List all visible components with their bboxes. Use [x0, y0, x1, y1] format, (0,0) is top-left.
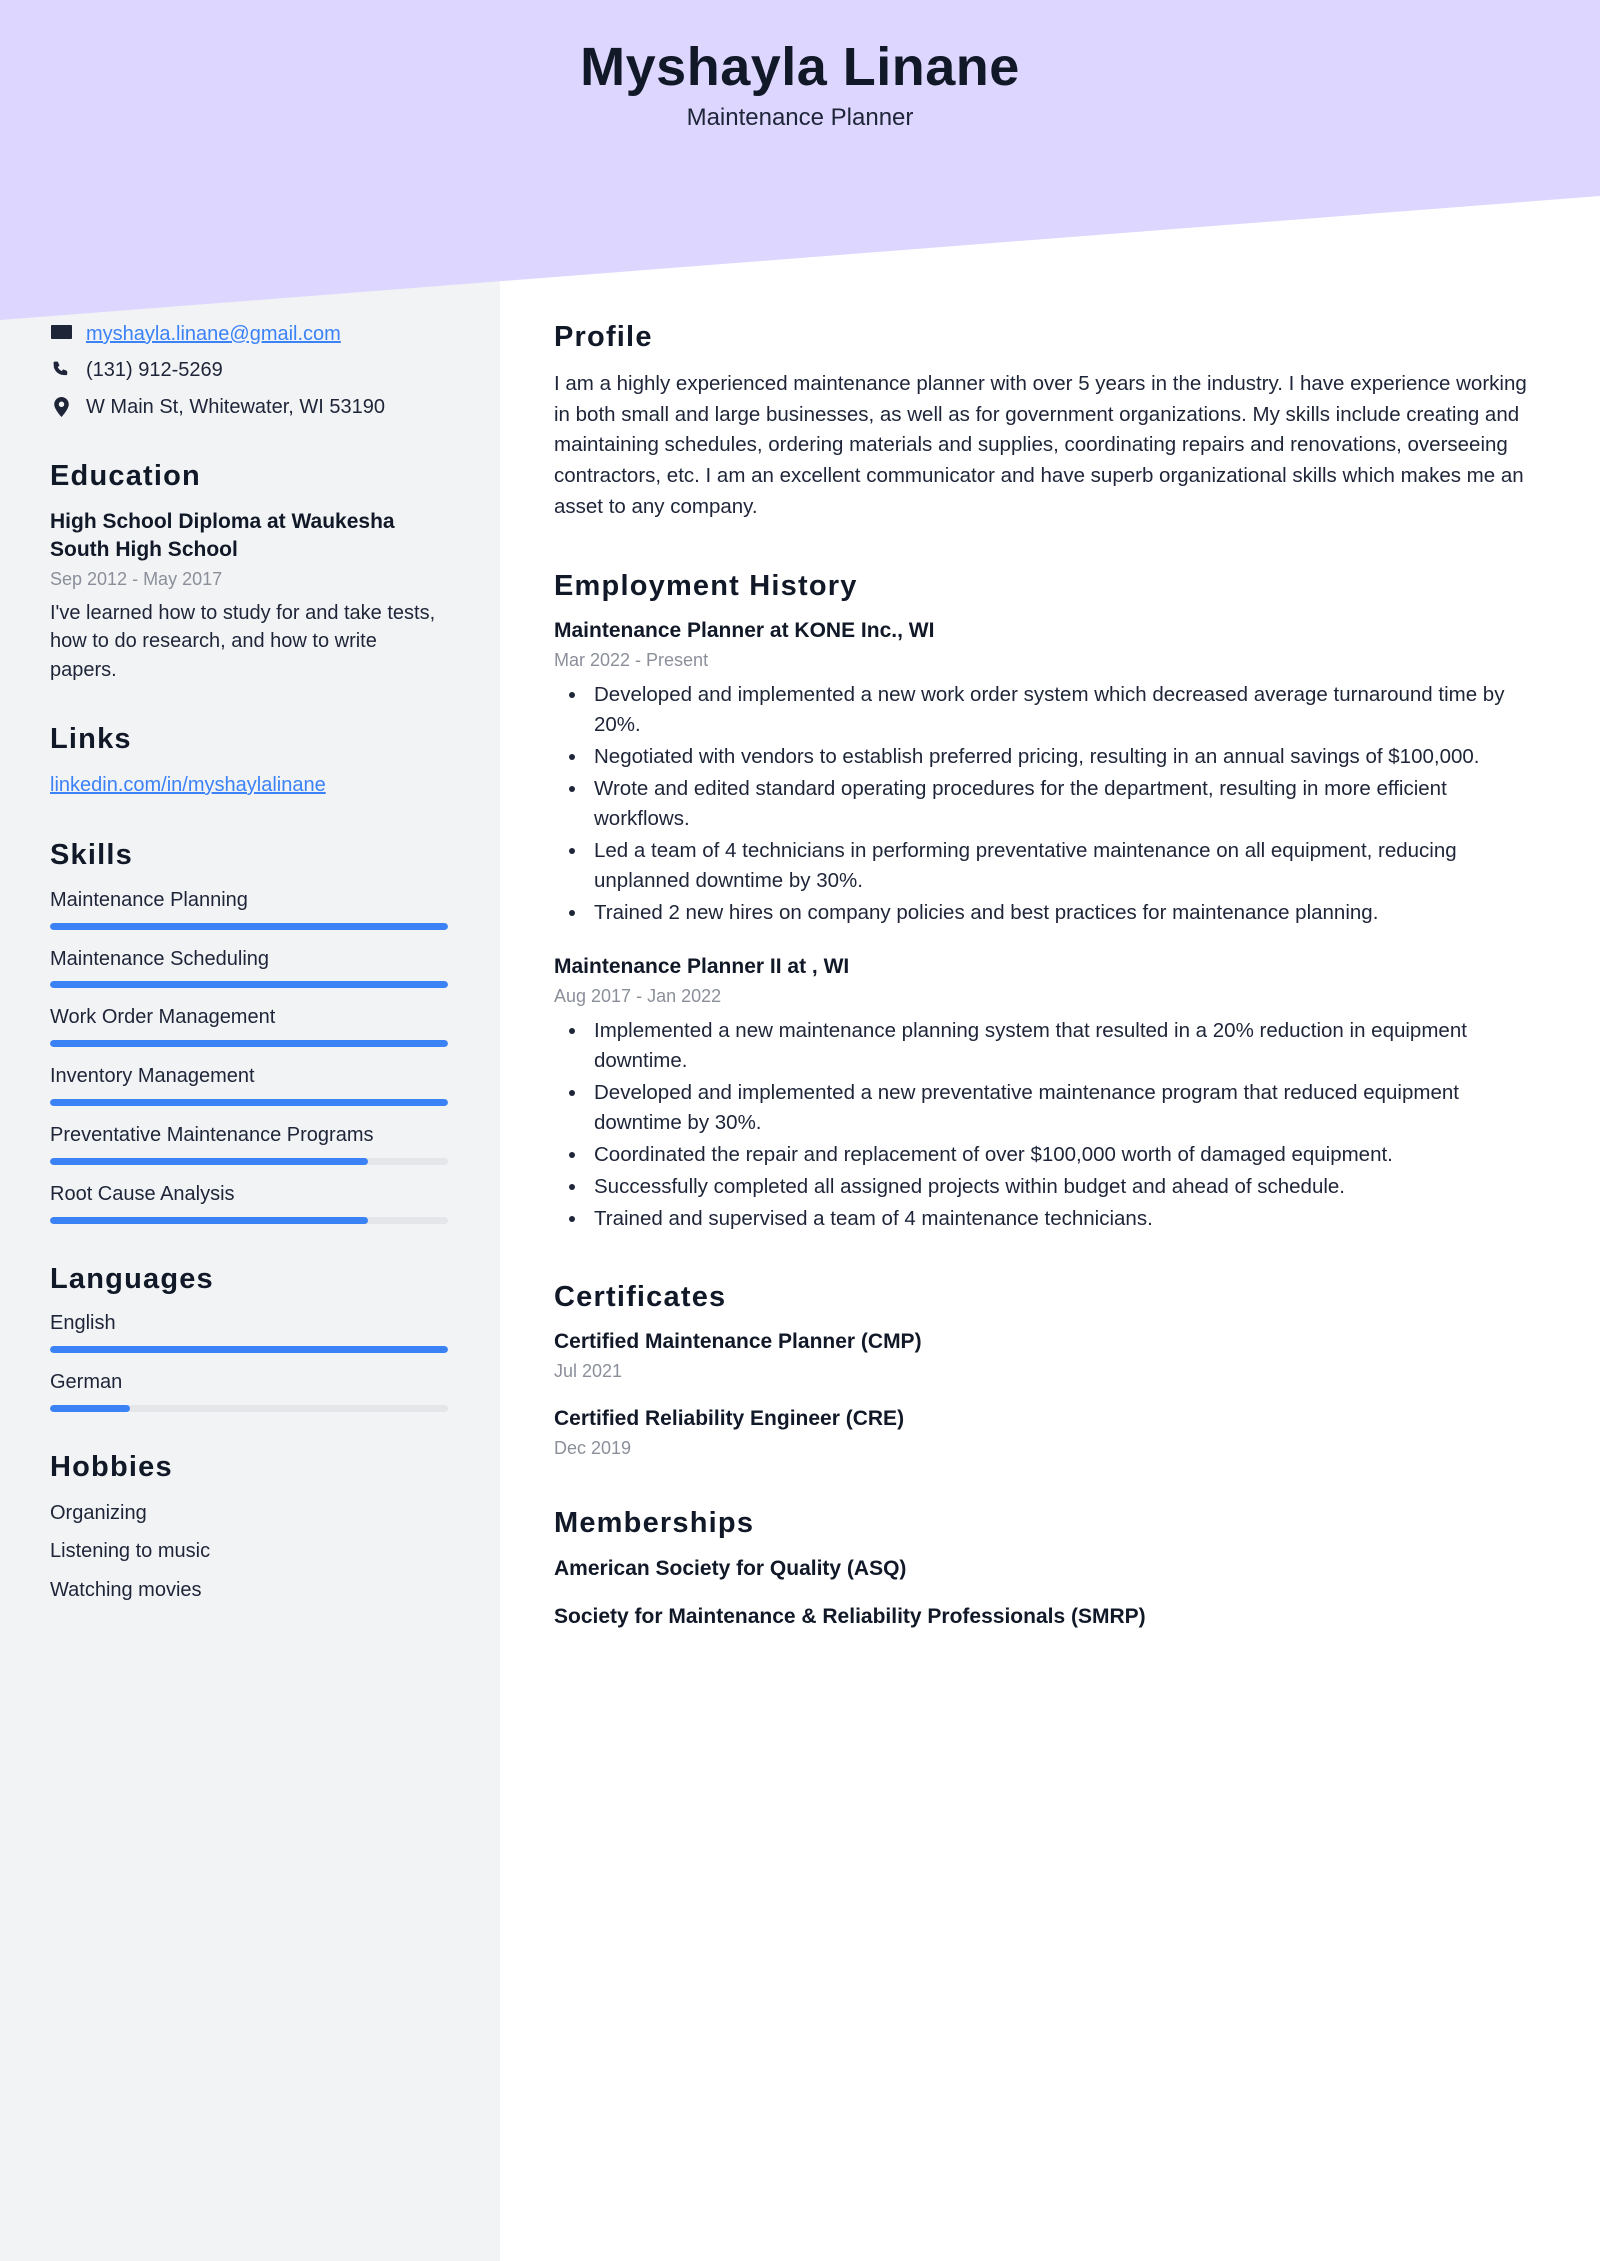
certificates-section — [554, 1280, 1538, 1460]
skill-label: Maintenance Planning — [50, 888, 248, 911]
education-section — [50, 459, 448, 684]
employment-bullet-list — [554, 1016, 1538, 1233]
links-title: Links — [50, 723, 132, 756]
skill-bar-fill — [50, 1217, 368, 1224]
employment-bullet: • Developed and implemented a new preventative maintenance program that reduced equipment downtime by 30%. — [588, 1078, 1538, 1138]
skill — [50, 1181, 448, 1224]
skill-bar-fill — [50, 981, 448, 988]
education-entries — [50, 508, 448, 684]
education-title: Education — [50, 460, 201, 493]
hobby-item: Watching movies — [50, 1578, 202, 1601]
skill-label: Inventory Management — [50, 1065, 255, 1088]
link-list-item — [50, 771, 448, 800]
languages-section — [50, 1262, 448, 1412]
skill — [50, 1122, 448, 1165]
language-label: English — [50, 1312, 116, 1335]
language-bar-track — [50, 1405, 448, 1412]
membership-title: American Society for Quality (ASQ) — [554, 1556, 907, 1580]
employment-section — [554, 569, 1538, 1234]
skill-bar-fill — [50, 1158, 368, 1165]
envelope-icon — [50, 320, 72, 340]
links-list — [50, 771, 448, 800]
skill — [50, 946, 448, 989]
language-bar-track — [50, 1346, 448, 1353]
hobbies-title: Hobbies — [50, 1450, 173, 1483]
employment-bullet-list — [554, 680, 1538, 927]
language — [50, 1310, 448, 1353]
skill-label: Root Cause Analysis — [50, 1182, 235, 1205]
contact-list — [50, 320, 448, 421]
membership-entry — [554, 1603, 1538, 1631]
employment-title: Employment History — [554, 569, 858, 602]
education-entry — [50, 508, 448, 684]
contact-item — [50, 320, 448, 348]
employment-entry — [554, 617, 1538, 927]
employment-bullet: • Negotiated with vendors to establish preferred pricing, resulting in an annual savings of $100,000. — [588, 742, 1538, 772]
skill — [50, 1004, 448, 1047]
skills-title: Skills — [50, 839, 133, 872]
hobbies-list — [50, 1499, 448, 1604]
skill-label: Work Order Management — [50, 1006, 276, 1029]
employment-entry-date: Mar 2022 - Present — [554, 649, 709, 670]
language-bar-fill — [50, 1346, 448, 1353]
skills-section — [50, 838, 448, 1224]
certificate-title: Certified Reliability Engineer (CRE) — [554, 1407, 905, 1431]
employment-entry — [554, 953, 1538, 1233]
language-bar-fill — [50, 1405, 130, 1412]
skill-bar-track — [50, 1040, 448, 1047]
certificates-list — [554, 1328, 1538, 1459]
main-column — [500, 320, 1600, 1677]
hobby-item: Listening to music — [50, 1540, 211, 1563]
contact-value: (131) 912-5269 — [86, 359, 223, 382]
profile-title: Profile — [554, 321, 653, 353]
contact-item — [50, 356, 448, 384]
employment-entry-title: Maintenance Planner at KONE Inc., WI — [554, 619, 935, 643]
contact-item — [50, 393, 448, 421]
profile-text: I am a highly experienced maintenance planner with over 5 years in the industry. I have experience working in both small and large businesses, as well as for government organizations. My skills include creating and maintaining schedules, ordering materials and supplies, coordinating repairs and renovations, overseeing contractors, etc. I am an excellent communicator and have superb organizational skills which makes me an asset to any company. — [554, 371, 1527, 518]
skills-list — [50, 887, 448, 1224]
employment-entry-date: Aug 2017 - Jan 2022 — [554, 985, 722, 1006]
employment-list — [554, 617, 1538, 1233]
employment-bullet: • Trained and supervised a team of 4 maintenance technicians. — [588, 1204, 1538, 1234]
skill-bar-fill — [50, 1099, 448, 1106]
employment-bullet: • Trained 2 new hires on company policies and best practices for maintenance planning. — [588, 898, 1538, 928]
skill-bar-fill — [50, 1040, 448, 1047]
skill-label: Preventative Maintenance Programs — [50, 1124, 374, 1146]
candidate-job-title: Maintenance Planner — [686, 104, 914, 132]
sidebar — [0, 320, 500, 1614]
skill-bar-track — [50, 981, 448, 988]
profile-link[interactable]: linkedin.com/in/myshaylalinane — [50, 774, 326, 797]
certificate-title: Certified Maintenance Planner (CMP) — [554, 1330, 922, 1354]
skill-bar-fill — [50, 923, 448, 930]
contact-value: W Main St, Whitewater, WI 53190 — [86, 395, 385, 418]
certificate-entry — [554, 1328, 1538, 1383]
links-section — [50, 722, 448, 800]
education-entry-date: Sep 2012 - May 2017 — [50, 568, 223, 589]
skill-bar-track — [50, 923, 448, 930]
education-entry-description: I've learned how to study for and take tests, how to do research, and how to write papers. — [50, 602, 436, 681]
certificates-title: Certificates — [554, 1280, 727, 1313]
membership-entry — [554, 1555, 1538, 1583]
employment-entry-title: Maintenance Planner II at , WI — [554, 955, 850, 979]
language — [50, 1369, 448, 1412]
languages-title: Languages — [50, 1262, 214, 1295]
membership-title: Society for Maintenance & Reliability Professionals (SMRP) — [554, 1605, 1146, 1629]
language-label: German — [50, 1371, 123, 1394]
skill-bar-track — [50, 1099, 448, 1106]
employment-bullet: • Developed and implemented a new work order system which decreased average turnaround time by 20%. — [588, 680, 1538, 740]
profile-section — [554, 320, 1538, 523]
employment-bullet: • Led a team of 4 technicians in performing preventative maintenance on all equipment, reducing unplanned downtime by 30%. — [588, 836, 1538, 896]
certificate-date: Jul 2021 — [554, 1360, 623, 1381]
skill — [50, 887, 448, 930]
memberships-section — [554, 1506, 1538, 1631]
employment-bullet: • Coordinated the repair and replacement of over $100,000 worth of damaged equipment. — [588, 1140, 1538, 1170]
candidate-name: Myshayla Linane — [580, 37, 1020, 97]
location-pin-icon — [50, 393, 72, 417]
certificate-entry — [554, 1405, 1538, 1460]
memberships-list — [554, 1555, 1538, 1632]
employment-bullet: • Implemented a new maintenance planning system that resulted in a 20% reduction in equipment downtime. — [588, 1016, 1538, 1076]
skill-label: Maintenance Scheduling — [50, 947, 270, 970]
certificate-date: Dec 2019 — [554, 1437, 632, 1458]
languages-list — [50, 1310, 448, 1412]
phone-icon — [50, 356, 72, 379]
employment-bullet: • Wrote and edited standard operating procedures for the department, resulting in more efficient workflows. — [588, 774, 1538, 834]
skill — [50, 1063, 448, 1106]
contact-email-link[interactable]: myshayla.linane@gmail.com — [86, 323, 341, 345]
hobbies-section — [50, 1450, 448, 1604]
skill-bar-track — [50, 1158, 448, 1165]
education-entry-title: High School Diploma at Waukesha South High School — [50, 509, 395, 562]
hobby-item: Organizing — [50, 1501, 147, 1524]
skill-bar-track — [50, 1217, 448, 1224]
employment-bullet: • Successfully completed all assigned projects within budget and ahead of schedule. — [588, 1172, 1538, 1202]
memberships-title: Memberships — [554, 1506, 755, 1539]
resume-header — [0, 0, 1600, 200]
